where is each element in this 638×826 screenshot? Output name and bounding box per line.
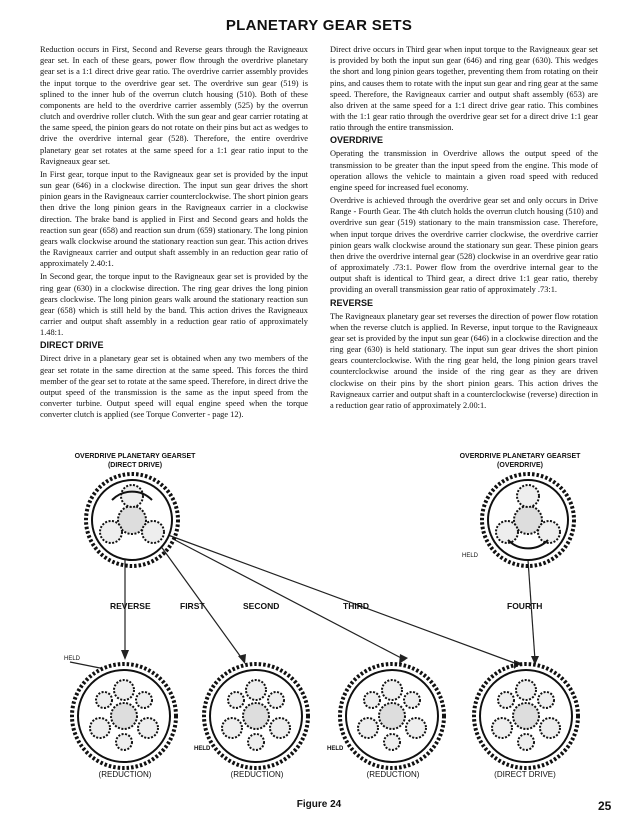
gear-label-fourth: FOURTH [507, 601, 543, 611]
overdrive-gearset-overdrive-drawing [478, 470, 578, 570]
ravigneaux-gearset-reverse-drawing [68, 660, 180, 772]
ravigneaux-gearset-first-drawing [200, 660, 312, 772]
ravigneaux-gearset-third-drawing [470, 660, 582, 772]
section-heading-direct-drive: DIRECT DRIVE [40, 340, 104, 351]
gear-label-first: FIRST [180, 601, 205, 611]
paragraph: The Ravigneaux planetary gear set reverses the direction of power flow rotation when the reverse clutch is applied. In Reverse, input torque to the Ravigneaux gear set is provided by the input sun gear (646) in a clockwise direction and the ring gear (630) is held stationary. The input sun gear drives the short pinion gears counterclockwise. With the ring gear held, the long pinion gears travel counterclockwise around the inside of the ring gear as they are driven clockwise on their pins by the short pinion gears. This action drives the Ravigneaux carrier and output shaft in a counterclockwise (reverse) direction in a reduction gear ratio of approximately 2.00:1. [330, 311, 598, 410]
held-label: HELD [462, 553, 479, 559]
caption-line: OVERDRIVE PLANETARY GEARSET [74, 453, 196, 460]
caption-line: (DIRECT DRIVE) [107, 462, 163, 470]
section-heading-reverse: REVERSE [330, 297, 374, 308]
page-number: 25 [598, 799, 612, 813]
section-heading-overdrive: OVERDRIVE [330, 135, 384, 146]
paragraph: Direct drive in a planetary gear set is obtained when any two members of the gear set rotate in the same direction at the same speed. This forces the third member of the gear set to rotate at the same speed. Therefore, in direct drive the output speed of the transmission is the same as the input speed from the converter turbine. Output speed will equal engine speed when the torque converter clutch is applied (see Torque Converter - page 12). [40, 354, 308, 420]
held-label: HELD [64, 656, 81, 662]
ratio-label: (REDUCTION) [366, 770, 420, 779]
caption-line: OVERDRIVE PLANETARY GEARSET [459, 453, 581, 460]
paragraph: Reduction occurs in First, Second and Reverse gears through the Ravigneaux gear set. In each of these gears, power flow through the overdrive planetary gear set is a 1:1 direct drive gear ratio. The overdrive carrier assembly provides the input torque to the overdrive gear set. The overdrive sun gear (519) is splined to the inner hub of the overrun clutch housing (510). Both of these components are held to the overdrive carrier assembly (525) by the overrun clutch and overdrive roller clutch. With the sun gear and gear carrier rotating at the same speed, the pinion gears do not rotate on their pins but act as wedges to drive the overdrive internal gear (528). Therefore, the entire overdrive planetary gear set rotates at the same speed for a 1:1 gear ratio input to the Ravigneaux gear set. [40, 45, 308, 166]
ratio-label: (REDUCTION) [230, 770, 284, 779]
paragraph: In First gear, torque input to the Ravigneaux gear set is provided by the input sun gear (646) in a clockwise direction. The input sun gear drives the short pinion gears in the Ravigneaux carrier counterclockwise. The short pinion gears then drive the long pinion gears in the Ravigneaux carrier in a clockwise direction. The brake band is applied in First and Second gears and holds the reaction sun gear (658) and reaction sun drum (659) stationary. The long pinion gears walk clockwise around the stationary reaction sun gear. This action drives the Ravigneaux carrier and output shaft assembly in an reduction gear ratio of approximately 2.40:1. [40, 169, 308, 269]
gear-label-reverse: REVERSE [110, 601, 151, 611]
held-label: HELD [327, 746, 344, 752]
figure-label: Figure 24 [296, 799, 342, 810]
paragraph: Overdrive is achieved through the overdrive gear set and only occurs in Drive Range - Fourth Gear. The 4th clutch holds the overrun clutch housing (510) and overdrive sun gear (519) stationary to the main transmission case. Therefore, when input torque drives the overdrive carrier clockwise, the overdrive carrier pinion gears walk clockwise around the stationary sun gear. These pinion gears then drive the overdrive internal gear (528) clockwise in an overdrive gear ratio of approximately .73:1. Power flow from the overdrive internal gear to the output shaft is identical to Third gear, a direct drive 1:1 gear ratio, thereby providing an overall transmission gear ratio of approximately .73:1. [330, 196, 598, 295]
held-label: HELD [194, 746, 211, 752]
ratio-label: (REDUCTION) [98, 770, 152, 779]
gear-label-second: SECOND [243, 601, 280, 611]
ravigneaux-gearset-second-drawing [336, 660, 448, 772]
overdrive-gearset-direct-drawing [82, 470, 182, 570]
page-title: PLANETARY GEAR SETS [225, 17, 413, 34]
gear-label-third: THIRD [343, 601, 369, 611]
ratio-label: (DIRECT DRIVE) [494, 770, 556, 779]
caption-line: (OVERDRIVE) [497, 462, 543, 470]
paragraph: In Second gear, the torque input to the Ravigneaux gear set is provided by the ring gear (630) in a clockwise direction. The ring gear drives the long pinion gears clockwise. The long pinion gears walk around the stationary reaction sun gear (658) which is still held by the band. This action drives the Ravigneaux carrier and output shaft assembly in a reduction gear ratio of approximately 1.48:1. [40, 272, 308, 338]
paragraph: Operating the transmission in Overdrive allows the output speed of the transmission to be greater than the input speed from the engine. This mode of operation allows the vehicle to maintain a given road speed with reduced engine speed for increased fuel economy. [330, 149, 598, 192]
paragraph: Direct drive occurs in Third gear when input torque to the Ravigneaux gear set is provided by both the input sun gear (646) and ring gear (630). This wedges the short and long pinion gears together, preventing them from rotating on their pins, and causes them to rotate with the input sun gear and ring gear at the same speed. Therefore, the Ravigneaux carrier and output shaft assembly (653) are also driven at the same speed for a 1:1 direct drive gear ratio. This combines with the 1:1 gear ratio through the overdrive gear set for a direct drive 1:1 gear ratio through the entire transmission. [330, 45, 598, 133]
